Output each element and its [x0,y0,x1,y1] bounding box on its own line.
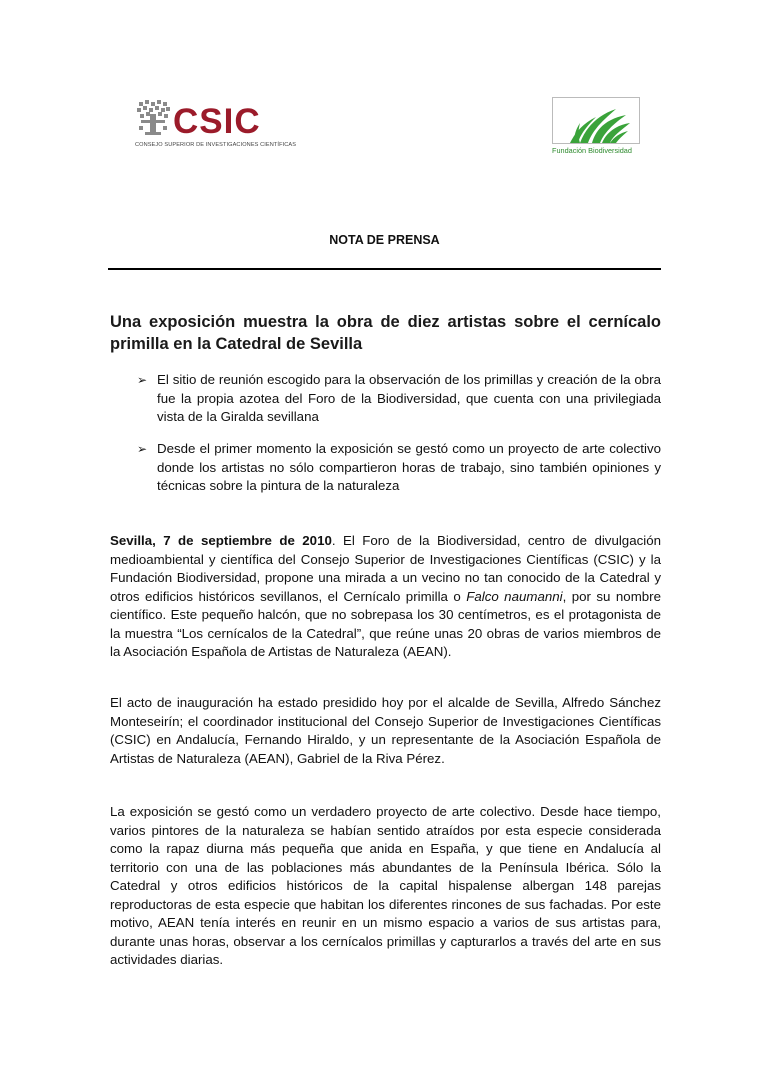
bullet-text: El sitio de reunión escogido para la observación de los primillas y creación de la obra fue la propia azotea del Foro de la Biodiversidad, que cuenta con una privilegiada vista de la Giralda sevillana [157,372,661,424]
paragraph-text: . El Foro de la Biodiversidad, centro de divulgación medioambiental y científica del Consejo Superior de Investigaciones Científicas (CSIC) y la Fundación Biodiversidad, propone una mirada a un vecino no tan conocido de la Catedral y otros edificios históricos sevillanos, el Cernícalo primilla o [110,533,661,604]
grass-icon [566,103,630,143]
csic-wordmark: CSIC [173,102,261,141]
arrow-bullet-icon: ➢ [137,442,148,456]
dateline: Sevilla, 7 de septiembre de 2010 [110,533,332,548]
fb-logo-label: Fundación Biodiversidad [552,146,632,155]
csic-emblem-icon [135,100,171,140]
arrow-bullet-icon: ➢ [137,373,148,387]
body-paragraph-3: La exposición se gestó como un verdadero proyecto de arte colectivo. Desde hace tiempo, varios pintores de la naturaleza se habían sentido atraídos por esta especie considerada como la rapaz diurna más pequeña que anida en España, y que tiene en Andalucía al territorio con una de las poblaciones más abundantes de la Península Ibérica. Sólo la Catedral y otros edificios históricos de la capital hispalense albergan 148 parejas reproductoras de esta especie que habitan los diferentes rincones de sus fachadas. Por este motivo, AEAN tenía interés en reunir en un mismo espacio a varios de sus artistas para, durante unas horas, observar a los cernícalos primillas y capturarlos a través del arte en sus actividades diarias. [110,804,661,967]
csic-logo [135,100,295,152]
fundacion-biodiversidad-logo [552,97,640,159]
title-divider [108,268,661,270]
headline: Una exposición muestra la obra de diez artistas sobre el cernícalo primilla en la Catedral de Sevilla [110,313,661,353]
species-name: Falco naumanni [466,588,563,604]
document-type: NOTA DE PRENSA [329,233,440,247]
body-paragraph-2: El acto de inauguración ha estado presidido hoy por el alcalde de Sevilla, Alfredo Sánchez Monteseirín; el coordinador institucional del Consejo Superior de Investigaciones Científicas (CSIC) en Andalucía, Fernando Hiraldo, y un representante de la Asociación Española de Artistas de Naturaleza (AEAN), Gabriel de la Riva Pérez. [110,695,661,766]
body-paragraph-1 [110,532,661,662]
csic-subtitle: CONSEJO SUPERIOR DE INVESTIGACIONES CIENTÍFICAS [135,142,297,148]
paragraph-text: , por su nombre científico. Este pequeño halcón, que no sobrepasa los 30 centímetros, es el protagonista de la muestra “Los cernícalos de la Catedral”, que reúne unas 20 obras de varios miembros de la Asociación Española de Artistas de Naturaleza (AEAN). [110,588,661,659]
bullet-text: Desde el primer momento la exposición se gestó como un proyecto de arte colectivo donde los artistas no sólo compartieron horas de trabajo, sino también opiniones y técnicas sobre la pintura de la naturaleza [157,441,661,493]
